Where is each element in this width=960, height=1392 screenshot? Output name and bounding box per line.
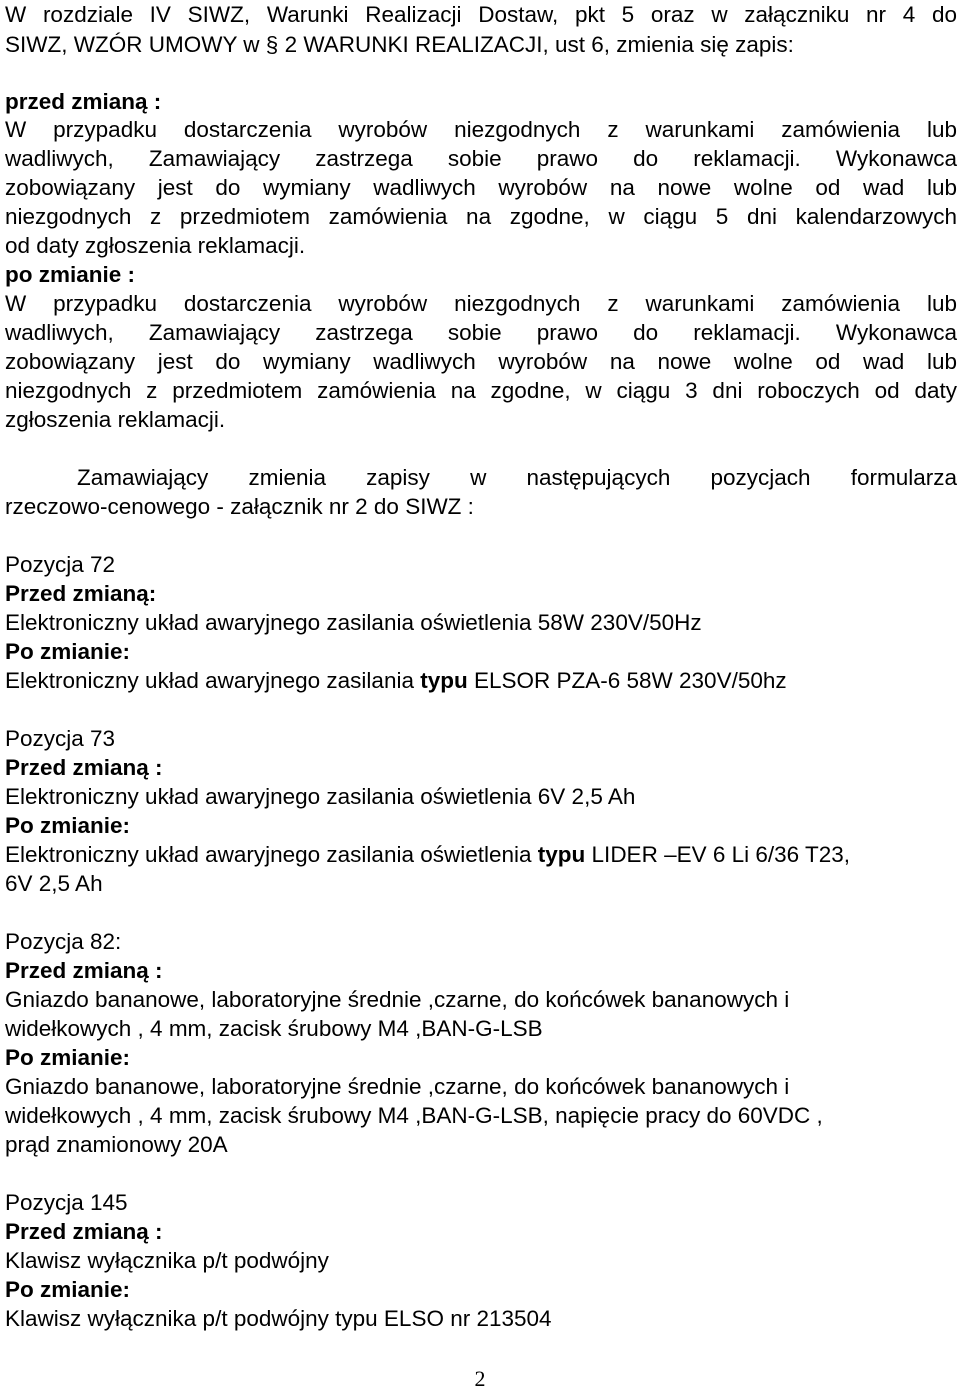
before-text-line: wadliwych, Zamawiający zastrzega sobie prawo do reklamacji. Wykonawca [5,146,957,171]
after-text-post: ELSOR PZA-6 58W 230V/50hz [467,668,787,693]
position-before-text: Klawisz wyłącznika p/t podwójny [5,1248,329,1273]
after-text-line: zobowiązany jest do wymiany wadliwych wyrobów na nowe wolne od wad lub [5,349,957,374]
after-label: po zmianie : [5,262,136,287]
intro-line-1: W rozdziale IV SIWZ, Warunki Realizacji Dostaw, pkt 5 oraz w załączniku nr 4 do [5,2,957,27]
page-number: 2 [474,1366,486,1391]
position-after-text: Gniazdo bananowe, laboratoryjne średnie ,czarne, do końcówek bananowych i [5,1074,790,1099]
form-intro-line-1: Zamawiający zmienia zapisy w następujących pozycjach formularza [77,465,957,490]
position-after-text: prąd znamionowy 20A [5,1132,228,1157]
form-intro-line-2: rzeczowo-cenowego - załącznik nr 2 do SIWZ : [5,494,474,519]
after-text-post: LIDER –EV 6 Li 6/36 T23, [585,842,851,867]
position-before-text: Elektroniczny układ awaryjnego zasilania oświetlenia 58W 230V/50Hz [5,610,702,635]
position-title: Pozycja 72 [5,552,116,577]
position-after-label: Po zmianie: [5,1045,131,1070]
after-text-bold: typu [420,668,468,693]
position-after-label: Po zmianie: [5,639,131,664]
position-before-label: Przed zmianą : [5,755,163,780]
position-before-text: widełkowych , 4 mm, zacisk śrubowy M4 ,BAN-G-LSB [5,1016,543,1041]
before-label: przed zmianą : [5,89,162,114]
after-text-line: W przypadku dostarczenia wyrobów niezgodnych z warunkami zamówienia lub [5,291,957,316]
position-before-label: Przed zmianą : [5,1219,163,1244]
position-after-label: Po zmianie: [5,1277,131,1302]
after-text-pre: Elektroniczny układ awaryjnego zasilania [5,668,421,693]
position-after-label: Po zmianie: [5,813,131,838]
position-before-text: Gniazdo bananowe, laboratoryjne średnie ,czarne, do końcówek bananowych i [5,987,790,1012]
after-text-bold: typu [537,842,586,867]
before-text-line: niezgodnych z przedmiotem zamówienia na zgodne, w ciągu 5 dni kalendarzowych [5,204,957,229]
position-after-text: Klawisz wyłącznika p/t podwójny typu ELSO nr 213504 [5,1306,552,1331]
position-after-text [5,666,957,695]
after-text-line: zgłoszenia reklamacji. [5,407,226,432]
position-title: Pozycja 82: [5,929,122,954]
after-text-pre: Elektroniczny układ awaryjnego zasilania oświetlenia [5,842,538,867]
before-text-line: zobowiązany jest do wymiany wadliwych wyrobów na nowe wolne od wad lub [5,175,957,200]
position-title: Pozycja 73 [5,726,116,751]
position-after-text: widełkowych , 4 mm, zacisk śrubowy M4 ,BAN-G-LSB, napięcie pracy do 60VDC , [5,1103,823,1128]
position-before-label: Przed zmianą: [5,581,157,606]
after-text-line: wadliwych, Zamawiający zastrzega sobie prawo do reklamacji. Wykonawca [5,320,957,345]
position-before-label: Przed zmianą : [5,958,163,983]
after-text-line: niezgodnych z przedmiotem zamówienia na zgodne, w ciągu 3 dni roboczych od daty [5,378,957,403]
intro-line-2: SIWZ, WZÓR UMOWY w § 2 WARUNKI REALIZACJI, ust 6, zmienia się zapis: [5,32,794,57]
position-after-text-cont: 6V 2,5 Ah [5,871,103,896]
position-title: Pozycja 145 [5,1190,128,1215]
position-before-text: Elektroniczny układ awaryjnego zasilania oświetlenia 6V 2,5 Ah [5,784,636,809]
position-after-text [5,840,957,869]
before-text-line: od daty zgłoszenia reklamacji. [5,233,306,258]
before-text-line: W przypadku dostarczenia wyrobów niezgodnych z warunkami zamówienia lub [5,117,957,142]
